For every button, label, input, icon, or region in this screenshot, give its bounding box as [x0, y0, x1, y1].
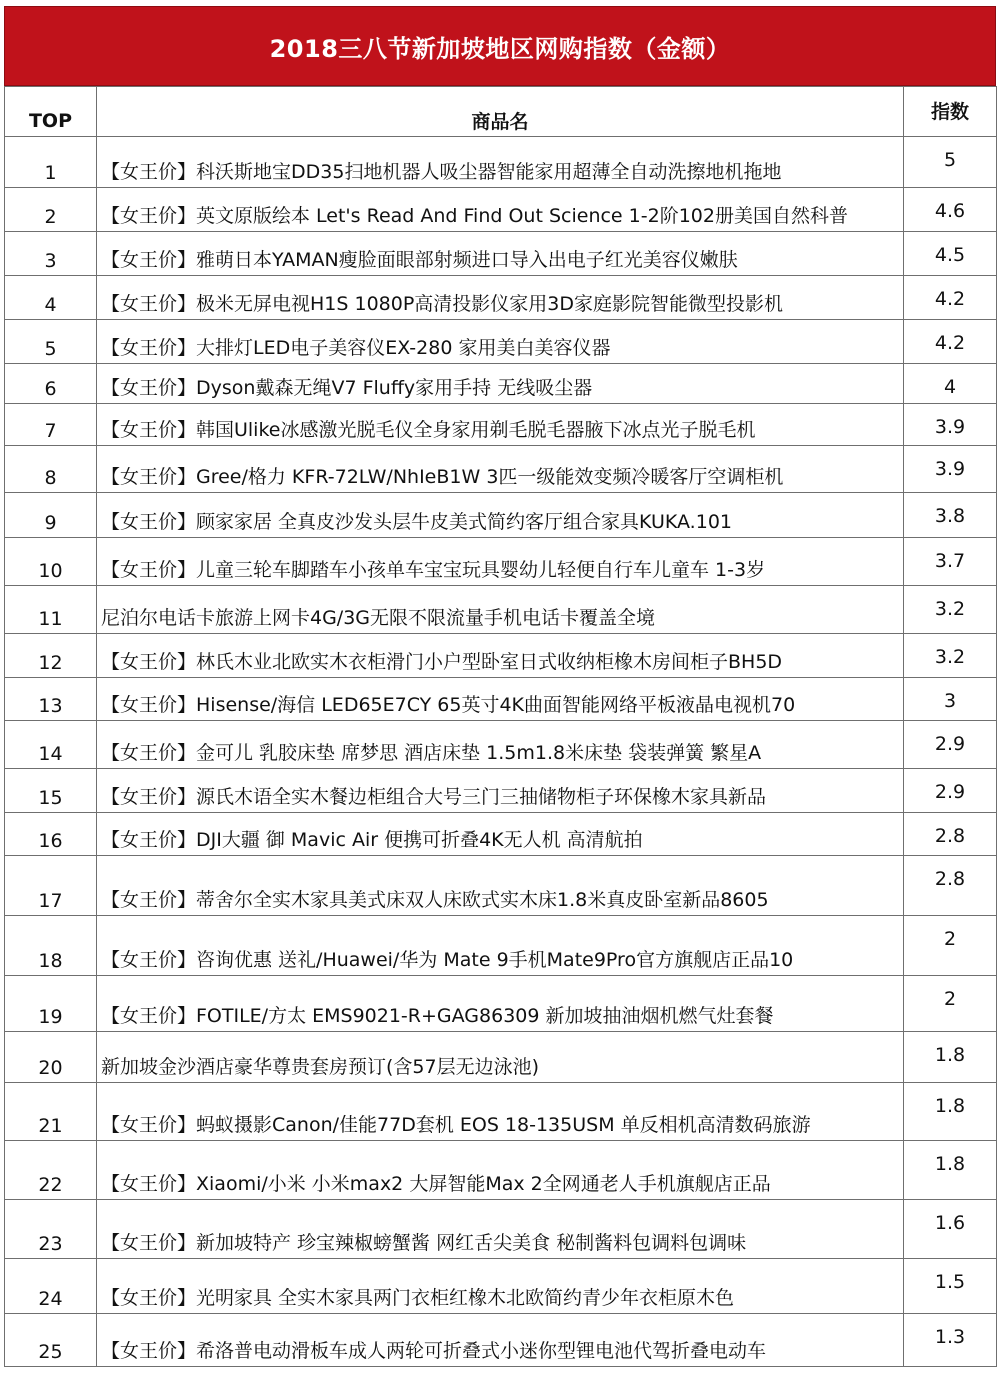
- table-row: [5, 916, 997, 976]
- index-value-cell: 2.8: [904, 856, 997, 916]
- table-row: [5, 232, 997, 276]
- table-row: [5, 678, 997, 721]
- table-row: [5, 586, 997, 634]
- ranking-sheet: [4, 6, 996, 1367]
- rank-cell: 11: [5, 586, 97, 634]
- rank-cell: 12: [5, 634, 97, 678]
- product-name-cell: 【女王价】林氏木业北欧实木衣柜滑门小户型卧室日式收纳柜橡木房间柜子BH5D: [97, 634, 904, 678]
- index-value-cell: 2: [904, 976, 997, 1032]
- index-value-cell: 2: [904, 916, 997, 976]
- rank-cell: 17: [5, 856, 97, 916]
- table-row: [5, 769, 997, 813]
- index-value-cell: 5: [904, 137, 997, 188]
- rank-cell: 14: [5, 721, 97, 769]
- product-name-cell: 【女王价】儿童三轮车脚踏车小孩单车宝宝玩具婴幼儿轻便自行车儿童车 1-3岁: [97, 538, 904, 586]
- rank-cell: 20: [5, 1032, 97, 1083]
- rank-cell: 24: [5, 1259, 97, 1314]
- index-value-cell: 3.2: [904, 586, 997, 634]
- rank-cell: 7: [5, 404, 97, 446]
- rank-cell: 25: [5, 1314, 97, 1367]
- product-name-cell: 【女王价】Dyson戴森无绳V7 Fluffy家用手持 无线吸尘器: [97, 364, 904, 404]
- table-row: [5, 721, 997, 769]
- table-row: [5, 813, 997, 856]
- rank-cell: 13: [5, 678, 97, 721]
- rank-cell: 19: [5, 976, 97, 1032]
- table-row: [5, 276, 997, 320]
- product-name-cell: 【女王价】DJI大疆 御 Mavic Air 便携可折叠4K无人机 高清航拍: [97, 813, 904, 856]
- table-row: [5, 364, 997, 404]
- index-value-cell: 1.5: [904, 1259, 997, 1314]
- index-value-cell: 1.6: [904, 1200, 997, 1259]
- index-value-cell: 4.5: [904, 232, 997, 276]
- product-name-cell: 【女王价】Hisense/海信 LED65E7CY 65英寸4K曲面智能网络平板液晶电视机70: [97, 678, 904, 721]
- product-name-cell: 【女王价】蚂蚁摄影Canon/佳能77D套机 EOS 18-135USM 单反相机高清数码旅游: [97, 1083, 904, 1141]
- table-row: [5, 493, 997, 538]
- rank-cell: 6: [5, 364, 97, 404]
- product-name-cell: 【女王价】蒂舍尔全实木家具美式床双人床欧式实木床1.8米真皮卧室新品8605: [97, 856, 904, 916]
- product-name-cell: 【女王价】希洛普电动滑板车成人两轮可折叠式小迷你型锂电池代驾折叠电动车: [97, 1314, 904, 1367]
- table-row: [5, 634, 997, 678]
- index-value-cell: 3.2: [904, 634, 997, 678]
- product-name-cell: 【女王价】雅萌日本YAMAN瘦脸面眼部射频进口导入出电子红光美容仪嫩肤: [97, 232, 904, 276]
- index-value-cell: 4: [904, 364, 997, 404]
- table-row: [5, 976, 997, 1032]
- product-name-cell: 【女王价】光明家具 全实木家具两门衣柜红橡木北欧简约青少年衣柜原木色: [97, 1259, 904, 1314]
- index-value-cell: 1.8: [904, 1083, 997, 1141]
- index-value-cell: 1.8: [904, 1141, 997, 1200]
- product-name-cell: 【女王价】源氏木语全实木餐边柜组合大号三门三抽储物柜子环保橡木家具新品: [97, 769, 904, 813]
- table-row: [5, 320, 997, 364]
- product-name-cell: 【女王价】科沃斯地宝DD35扫地机器人吸尘器智能家用超薄全自动洗擦地机拖地: [97, 137, 904, 188]
- header-row: [5, 87, 997, 137]
- index-value-cell: 2.9: [904, 769, 997, 813]
- table-title: 2018三八节新加坡地区网购指数（金额）: [4, 6, 996, 86]
- table-row: [5, 188, 997, 232]
- table-row: [5, 1314, 997, 1367]
- product-name-cell: 新加坡金沙酒店豪华尊贵套房预订(含57层无边泳池): [97, 1032, 904, 1083]
- table-row: [5, 1200, 997, 1259]
- rank-cell: 2: [5, 188, 97, 232]
- table-row: [5, 538, 997, 586]
- product-name-cell: 【女王价】Xiaomi/小米 小米max2 大屏智能Max 2全网通老人手机旗舰店正品: [97, 1141, 904, 1200]
- product-name-cell: 【女王价】韩国Ulike冰感激光脱毛仪全身家用剃毛脱毛器腋下冰点光子脱毛机: [97, 404, 904, 446]
- table-row: [5, 1141, 997, 1200]
- product-name-cell: 【女王价】极米无屏电视H1S 1080P高清投影仪家用3D家庭影院智能微型投影机: [97, 276, 904, 320]
- rank-cell: 18: [5, 916, 97, 976]
- table-row: [5, 446, 997, 493]
- rank-cell: 16: [5, 813, 97, 856]
- table-row: [5, 404, 997, 446]
- product-name-cell: 【女王价】大排灯LED电子美容仪EX-280 家用美白美容仪器: [97, 320, 904, 364]
- index-value-cell: 1.8: [904, 1032, 997, 1083]
- product-name-cell: 【女王价】金可儿 乳胶床垫 席梦思 酒店床垫 1.5m1.8米床垫 袋装弹簧 繁星A: [97, 721, 904, 769]
- column-header-name: 商品名: [97, 87, 904, 137]
- table-row: [5, 137, 997, 188]
- rank-cell: 15: [5, 769, 97, 813]
- table-row: [5, 856, 997, 916]
- rank-cell: 9: [5, 493, 97, 538]
- table-row: [5, 1083, 997, 1141]
- rank-cell: 22: [5, 1141, 97, 1200]
- product-name-cell: 【女王价】FOTILE/方太 EMS9021-R+GAG86309 新加坡抽油烟机燃气灶套餐: [97, 976, 904, 1032]
- rank-cell: 1: [5, 137, 97, 188]
- column-header-top: TOP: [5, 87, 97, 137]
- index-value-cell: 2.9: [904, 721, 997, 769]
- product-name-cell: 【女王价】顾家家居 全真皮沙发头层牛皮美式简约客厅组合家具KUKA.101: [97, 493, 904, 538]
- index-value-cell: 3: [904, 678, 997, 721]
- rank-cell: 5: [5, 320, 97, 364]
- rank-cell: 8: [5, 446, 97, 493]
- index-value-cell: 3.9: [904, 404, 997, 446]
- rank-cell: 3: [5, 232, 97, 276]
- ranking-table: [4, 86, 997, 1367]
- index-value-cell: 1.3: [904, 1314, 997, 1367]
- index-value-cell: 3.7: [904, 538, 997, 586]
- product-name-cell: 【女王价】咨询优惠 送礼/Huawei/华为 Mate 9手机Mate9Pro官方旗舰店正品10: [97, 916, 904, 976]
- rank-cell: 10: [5, 538, 97, 586]
- index-value-cell: 3.9: [904, 446, 997, 493]
- index-value-cell: 4.2: [904, 276, 997, 320]
- product-name-cell: 尼泊尔电话卡旅游上网卡4G/3G无限不限流量手机电话卡覆盖全境: [97, 586, 904, 634]
- column-header-index: 指数: [904, 87, 997, 137]
- index-value-cell: 2.8: [904, 813, 997, 856]
- rank-cell: 21: [5, 1083, 97, 1141]
- table-row: [5, 1032, 997, 1083]
- index-value-cell: 3.8: [904, 493, 997, 538]
- rank-cell: 4: [5, 276, 97, 320]
- product-name-cell: 【女王价】新加坡特产 珍宝辣椒螃蟹酱 网红舌尖美食 秘制酱料包调料包调味: [97, 1200, 904, 1259]
- index-value-cell: 4.2: [904, 320, 997, 364]
- table-row: [5, 1259, 997, 1314]
- product-name-cell: 【女王价】英文原版绘本 Let's Read And Find Out Science 1-2阶102册美国自然科普: [97, 188, 904, 232]
- index-value-cell: 4.6: [904, 188, 997, 232]
- product-name-cell: 【女王价】Gree/格力 KFR-72LW/NhIeB1W 3匹一级能效变频冷暖客厅空调柜机: [97, 446, 904, 493]
- rank-cell: 23: [5, 1200, 97, 1259]
